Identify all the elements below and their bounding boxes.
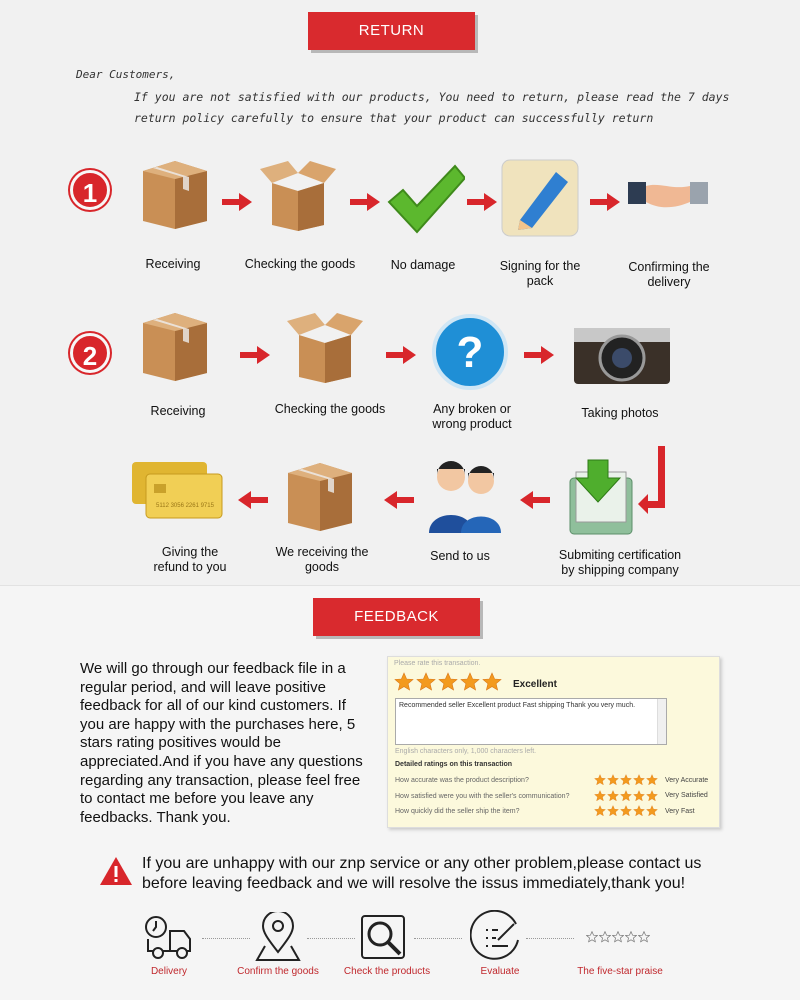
step-label: Send to us [430,549,490,563]
star-icon[interactable] [633,774,645,786]
char-note: English characters only, 1,000 characters left. [395,748,537,755]
star-icon[interactable] [646,774,658,786]
box-icon [135,153,215,233]
warning-line-2: before leaving feedback and we will resolve the issus immediately,thank you! [142,875,686,892]
detail-stars[interactable] [594,774,658,786]
star-icon[interactable] [620,805,632,817]
star-icon[interactable] [607,774,619,786]
box-icon [135,305,215,385]
arrow-right-icon [222,192,252,212]
evaluate-icon [470,910,522,962]
map-pin-icon [253,912,303,962]
step-label: No damage [390,258,456,272]
star-icon[interactable] [594,805,606,817]
step-label: Submiting certification by shipping company [558,548,682,577]
comment-text: Recommended seller Excellent product Fast shipping Thank you very much. [399,702,636,709]
detail-stars[interactable] [594,790,658,802]
arrow-left-icon [384,490,414,510]
divider [526,938,574,939]
star-outline-icon [612,931,624,943]
arrow-down-left-icon [638,446,668,516]
star-icon[interactable] [416,672,436,692]
arrow-right-icon [350,192,380,212]
greeting: Dear Customers, [76,68,176,81]
star-icon[interactable] [460,672,480,692]
checkmark-icon [385,160,465,240]
step-number-2: 2 [70,333,110,373]
star-icon[interactable] [438,672,458,692]
warning-line-1: If you are unhappy with our znp service or any other problem,please contact us [142,855,702,872]
divider [414,938,462,939]
intro-line-2: return policy carefully to ensure that your product can successfully return [134,111,654,125]
open-box-icon [258,153,338,233]
star-icon[interactable] [633,790,645,802]
five-stars-icon [586,931,650,943]
star-icon[interactable] [594,774,606,786]
step-label: Giving the refund to you [153,545,227,574]
bottom-step-label: Check the products [343,966,431,977]
textarea-scrollbar[interactable] [657,699,666,744]
star-outline-icon [586,931,598,943]
star-icon[interactable] [620,774,632,786]
step-number-1: 1 [70,170,110,210]
star-icon[interactable] [607,805,619,817]
bottom-step-label: Evaluate [480,966,520,977]
camera-icon [572,318,672,388]
arrow-right-icon [240,345,270,365]
detail-question: How accurate was the product description? [395,777,529,784]
step-label: Receiving [150,404,206,418]
truck-clock-icon [144,915,198,961]
divider [307,938,355,939]
svg-text:?: ? [456,328,484,377]
rate-prompt: Please rate this transaction. [394,660,481,667]
bottom-step-label: The five-star praise [577,966,663,977]
warning-text [142,854,742,894]
comment-textarea[interactable] [395,698,667,745]
download-document-icon [560,458,640,538]
rating-label: Excellent [513,679,557,690]
star-icon[interactable] [594,790,606,802]
bottom-step-label: Confirm the goods [237,966,319,977]
feedback-banner: FEEDBACK [313,598,480,636]
bottom-step-label: Delivery [150,966,188,977]
warning-icon [99,856,133,886]
arrow-right-icon [386,345,416,365]
overall-stars[interactable] [394,672,502,692]
step-label: Signing for the pack [499,259,581,288]
step-label: Checking the goods [274,402,386,416]
support-agents-icon [425,455,505,535]
credit-card-icon [130,460,225,520]
star-icon[interactable] [607,790,619,802]
star-icon[interactable] [646,790,658,802]
detail-question: How satisfied were you with the seller's communication? [395,793,570,800]
star-icon[interactable] [620,790,632,802]
arrow-right-icon [590,192,620,212]
star-icon[interactable] [633,805,645,817]
return-banner: RETURN [308,12,475,50]
detailed-title: Detailed ratings on this transaction [395,761,513,768]
step-label: Confirming the delivery [628,260,710,289]
svg-text:5112 3056 2261 9715: 5112 3056 2261 9715 [156,503,214,509]
rating-panel [387,656,720,828]
detail-label: Very Accurate [665,777,709,784]
detail-label: Very Satisfied [665,792,708,799]
star-outline-icon [625,931,637,943]
divider [202,938,250,939]
step-label: We receiving the goods [275,545,369,574]
star-icon[interactable] [482,672,502,692]
detail-question: How quickly did the seller ship the item? [395,808,520,815]
step-label: Any broken or wrong product [432,402,512,431]
feedback-text: We will go through our feedback file in a regular period, and will leave positive feedback for all of our kind customers. If you are happy with the purchases here, 5 stars rating positives would be appreciated.And if you have any questions regarding any transaction, please feel free to contact me before you leave any feedbacks. Thank you. [80,660,363,826]
pencil-icon [500,158,580,238]
question-icon [430,312,510,392]
step-label: Taking photos [581,406,659,420]
intro-line-1: If you are not satisfied with our products, You need to return, please read the 7 days [134,90,730,104]
arrow-right-icon [467,192,497,212]
arrow-left-icon [238,490,268,510]
arrow-right-icon [524,345,554,365]
star-outline-icon [599,931,611,943]
star-icon[interactable] [394,672,414,692]
arrow-left-icon [520,490,550,510]
box-icon [280,455,360,535]
detail-stars[interactable] [594,805,658,817]
open-box-icon [285,305,365,385]
step-label: Receiving [145,257,201,271]
step-label: Checking the goods [244,257,356,271]
magnifier-icon [360,914,406,960]
handshake-icon [628,160,708,240]
star-icon[interactable] [646,805,658,817]
detail-label: Very Fast [665,808,695,815]
star-outline-icon [638,931,650,943]
